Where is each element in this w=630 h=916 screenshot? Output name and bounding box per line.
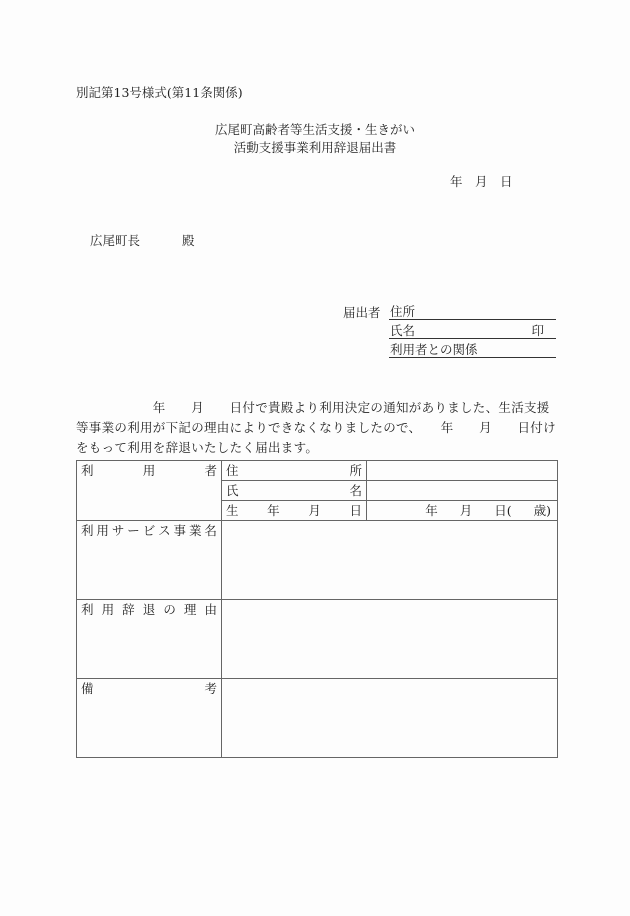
body-text: 年 月 日付で貴殿より利用決定の通知がありました、生活支援等事業の利用が下記の理由によりできなくなりましたので、 年 月 日付けをもって利用を辞退いたしたく届出ます。 (76, 400, 556, 455)
label-char: 日 (349, 503, 362, 518)
name-label-cell (222, 481, 367, 501)
label-char: 退 (142, 602, 156, 617)
submission-date: 年 月 日 (450, 174, 513, 189)
address-label-cell (222, 461, 367, 481)
form-number: 別記第13号様式(第11条関係) (76, 85, 243, 100)
label-char: 月 (308, 503, 321, 518)
label-char: 利 (81, 463, 94, 478)
label-char: 所 (349, 463, 362, 478)
label-char: サ (111, 523, 125, 538)
addressee-suffix: 殿 (182, 233, 195, 248)
name-label: 氏名 (390, 323, 416, 338)
label-char: 名 (204, 523, 217, 538)
label-char: 年 (267, 503, 280, 518)
document-title-line2: 活動支援事業利用辞退届出書 (233, 140, 397, 155)
submitter-address-field[interactable] (389, 302, 556, 320)
addressee: 広尾町長 (90, 233, 141, 248)
dob-month: 月 (459, 503, 473, 518)
address-label: 住所 (390, 304, 416, 319)
label-char: 利 (81, 602, 94, 617)
document-title-line1: 広尾町高齢者等生活支援・生きがい (214, 122, 415, 137)
label-char: 理 (183, 602, 197, 617)
label-char: ビ (142, 523, 156, 538)
address-input-cell[interactable] (367, 461, 558, 481)
dob-input-cell[interactable] (367, 501, 558, 521)
dob-year: 年 (425, 503, 438, 518)
reason-label-cell (77, 600, 222, 679)
dob-day: 日( (494, 503, 512, 518)
reason-input-cell[interactable] (222, 600, 558, 679)
label-char: 氏 (226, 483, 239, 498)
service-label-cell (77, 521, 222, 600)
label-char: 用 (96, 523, 109, 538)
dob-age: 歳) (533, 503, 551, 518)
remarks-input-cell[interactable] (222, 679, 558, 758)
label-char: 備 (81, 681, 94, 696)
seal-mark: 印 (531, 323, 544, 338)
label-char: ス (158, 523, 171, 538)
relation-label: 利用者との関係 (390, 342, 478, 357)
submitter-relation-field[interactable] (389, 340, 556, 358)
label-char: 事 (173, 523, 187, 538)
label-char: 利 (81, 523, 94, 538)
label-char: 用 (142, 463, 156, 478)
label-char: 考 (204, 681, 217, 696)
label-char: 住 (226, 463, 239, 478)
name-input-cell[interactable] (367, 481, 558, 501)
label-char: 用 (101, 602, 115, 617)
remarks-label-cell (77, 679, 222, 758)
user-label-cell (77, 461, 222, 521)
service-input-cell[interactable] (222, 521, 558, 600)
label-char: ー (127, 523, 140, 538)
submitter-name-field[interactable] (389, 321, 556, 339)
label-char: 由 (204, 602, 217, 617)
label-char: 辞 (122, 602, 135, 617)
label-char: 生 (226, 503, 239, 518)
form-table (76, 460, 558, 758)
dob-label-cell (222, 501, 367, 521)
label-char: 者 (204, 463, 217, 478)
submitter-label: 届出者 (343, 305, 381, 320)
label-char: 業 (188, 523, 202, 538)
label-char: 名 (349, 483, 362, 498)
label-char: の (163, 602, 176, 617)
